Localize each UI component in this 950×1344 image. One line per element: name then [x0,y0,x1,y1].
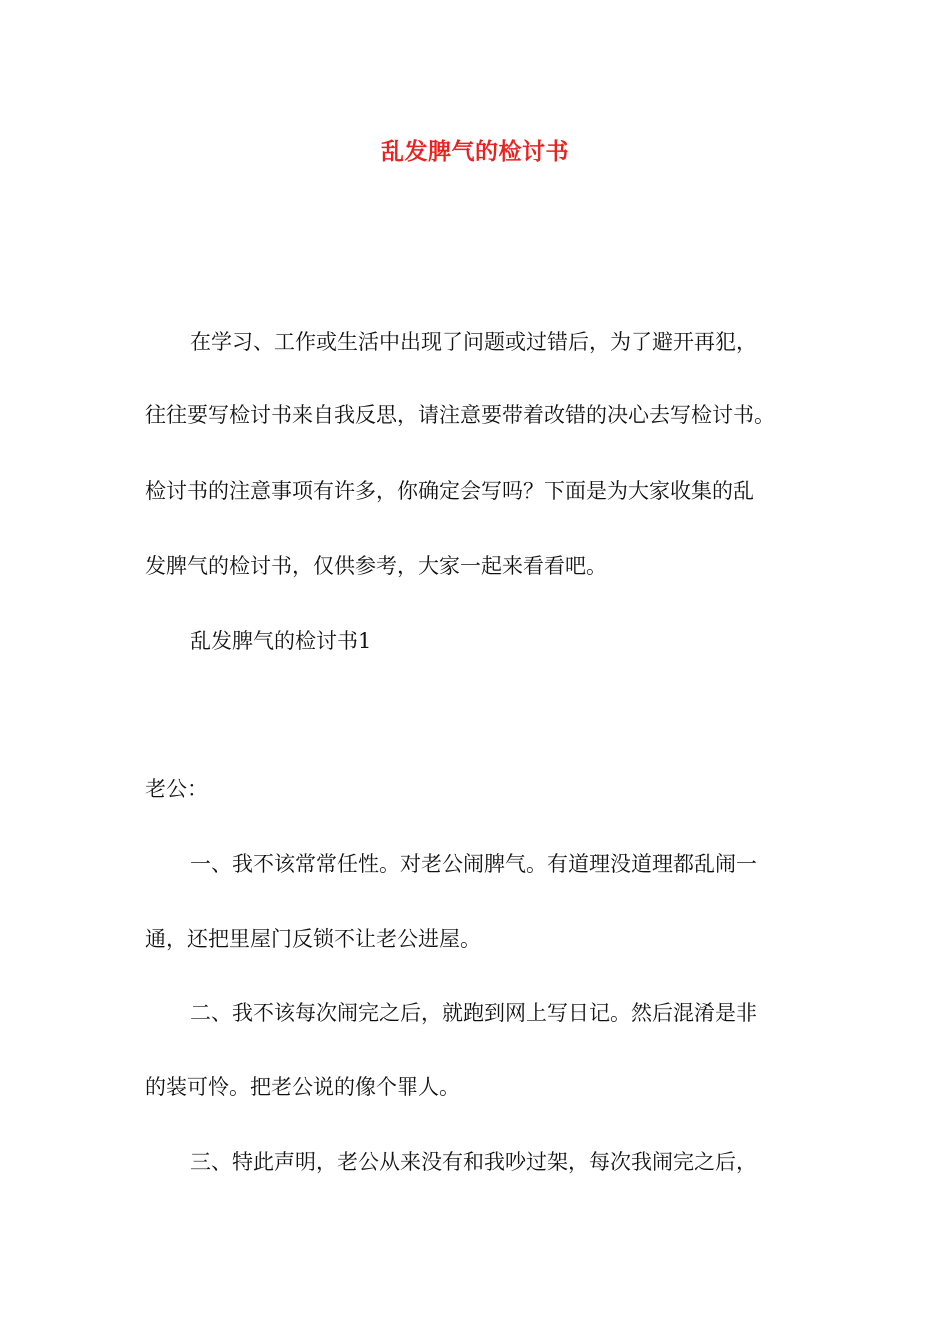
intro-paragraph-line-1: 在学习、工作或生活中出现了问题或过错后，为了避开再犯， [190,330,757,354]
item-3-line-1: 三、特此声明，老公从来没有和我吵过架，每次我闹完之后， [190,1150,757,1174]
item-2-line-2: 的装可怜。把老公说的像个罪人。 [145,1075,460,1099]
document-title: 乱发脾气的检讨书 [381,138,569,165]
intro-paragraph-line-4: 发脾气的检讨书，仅供参考，大家一起来看看吧。 [145,554,607,578]
item-1-line-1: 一、我不该常常任性。对老公闹脾气。有道理没道理都乱闹一 [190,852,757,876]
item-1-line-2: 通，还把里屋门反锁不让老公进屋。 [145,927,481,951]
intro-paragraph-line-2: 往往要写检讨书来自我反思，请注意要带着改错的决心去写检讨书。 [145,403,775,427]
item-2-line-1: 二、我不该每次闹完之后，就跑到网上写日记。然后混淆是非 [190,1001,757,1025]
intro-paragraph-line-3: 检讨书的注意事项有许多，你确定会写吗？下面是为大家收集的乱 [145,479,754,503]
section-heading-1: 乱发脾气的检讨书1 [190,629,372,653]
salutation: 老公： [145,777,208,801]
